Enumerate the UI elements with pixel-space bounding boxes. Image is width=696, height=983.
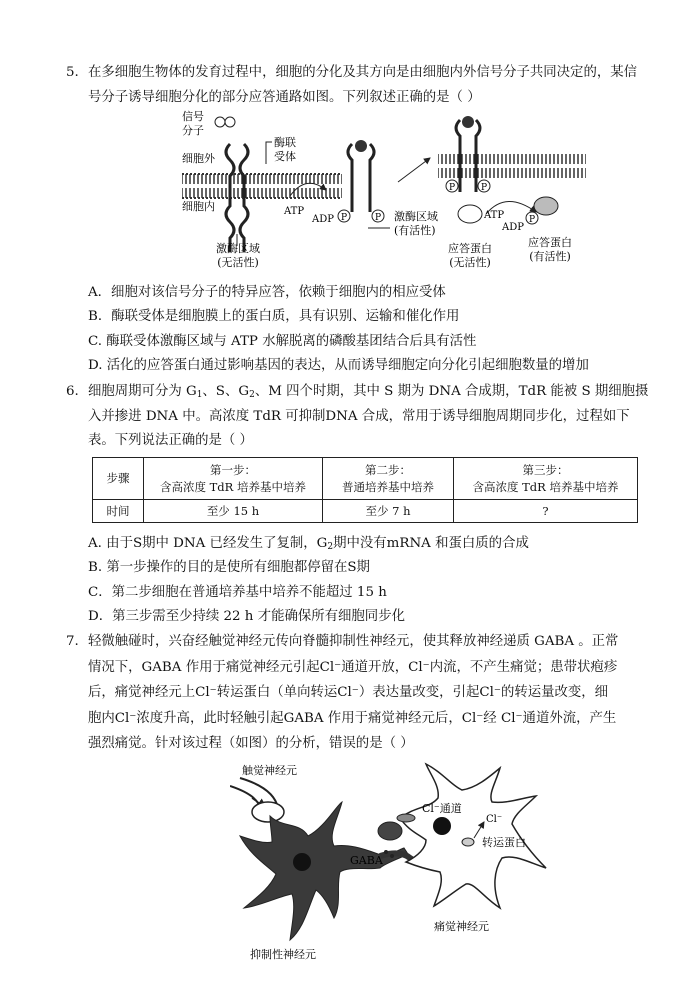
q7-stem-line-2: 情况下，GABA 作用于痛觉神经元引起Cl⁻通道开放，Cl⁻内流，不产生痛觉；患带状疱疹 xyxy=(88,660,618,675)
fig5-label-atp-1: ATP xyxy=(284,206,305,217)
fig5-label-kinase-inactive-1: 激酶区域 xyxy=(216,242,260,255)
table-row xyxy=(93,500,638,523)
fig7-label-cl-channel: Cl⁻通道 xyxy=(422,802,462,815)
q6-stem-line-1: 6. 细胞周期可分为 $G_1$、S、$G_2$、M 四个时期，其中 S 期为 DNA 合成期，TdR 能被 S 期细胞摄 xyxy=(66,384,649,400)
phosphate-label: P xyxy=(480,183,488,193)
q7-figure-neurons xyxy=(230,758,560,980)
fig5-label-receptor-2: 受体 xyxy=(274,150,296,163)
signal-molecule xyxy=(215,117,225,127)
q5-option-b[interactable]: B．酶联受体是细胞膜上的蛋白质，具有识别、运输和催化作用 xyxy=(88,309,460,324)
phosphate-label: P xyxy=(528,215,536,225)
q5-option-a[interactable]: A．细胞对该信号分子的特异应答，依赖于细胞内的相应受体 xyxy=(88,285,446,300)
table-header-step3: 第三步： 含高浓度 TdR 培养基中培养 xyxy=(454,458,638,500)
signal-molecule xyxy=(225,117,235,127)
fig7-label-touch-neuron: 触觉神经元 xyxy=(242,764,297,777)
q6-stem-line-3: 表。下列说法正确的是（ ） xyxy=(88,433,253,448)
q7-stem-line-5: 强烈痛觉。针对该过程（如图）的分析，错误的是（ ） xyxy=(88,736,414,751)
fig5-label-kinase-inactive-2: (无活性) xyxy=(217,256,259,269)
fig5-label-response-active-1: 应答蛋白 xyxy=(528,236,572,249)
q7-stem-line-4: 胞内Cl⁻浓度升高，此时轻触引起GABA 作用于痛觉神经元后，Cl⁻经 Cl⁻通道外流，产生 xyxy=(88,711,617,726)
membrane-left xyxy=(182,174,342,198)
fig7-label-gaba: GABA xyxy=(350,854,383,867)
q6-number: 6. xyxy=(66,384,79,399)
q7-number: 7. xyxy=(66,634,79,649)
fig5-label-response-active-2: (有活性) xyxy=(529,250,571,263)
fig7-label-cl-ion: Cl⁻ xyxy=(486,814,503,825)
q5-stem-line-2: 号分子诱导细胞分化的部分应答通路如图。下列叙述正确的是（ ） xyxy=(88,90,481,105)
phosphate-label: P xyxy=(448,183,456,193)
fig7-label-transporter: 转运蛋白 xyxy=(482,836,526,849)
table-header-step: 步骤 xyxy=(93,458,144,500)
fig5-label-adp-1: ADP xyxy=(312,214,334,225)
response-protein-inactive xyxy=(458,205,482,223)
cl-channel xyxy=(397,814,415,822)
table-row-label: 时间 xyxy=(93,500,144,523)
q5-option-c[interactable]: C. 酶联受体激酶区域与 ATP 水解脱离的磷酸基团结合后具有活性 xyxy=(88,334,477,349)
q5-number: 5. xyxy=(66,65,79,80)
q6-stem-line-2: 入并掺进 DNA 中。高浓度 TdR 可抑制DNA 合成，常用于诱导细胞周期同步化，过程如下 xyxy=(88,409,630,424)
q5-option-d[interactable]: D. 活化的应答蛋白通过影响基因的表达，从而诱导细胞定向分化引起细胞数量的增加 xyxy=(88,358,589,373)
table-cell: ? xyxy=(454,500,638,523)
q6-option-c[interactable]: C．第二步细胞在普通培养基中培养不能超过 15 h xyxy=(88,585,387,600)
table-cell: 至少 7 h xyxy=(323,500,454,523)
table-header-step1: 第一步： 含高浓度 TdR 培养基中培养 xyxy=(144,458,323,500)
response-protein-active xyxy=(534,197,558,215)
table-row xyxy=(93,458,638,500)
q5-figure-signal-pathway xyxy=(180,110,590,278)
transporter-protein xyxy=(462,838,474,846)
receptor-dimer xyxy=(348,144,374,212)
q6-option-d[interactable]: D．第三步需至少持续 22 h 才能确保所有细胞同步化 xyxy=(88,609,405,624)
fig5-label-signal-1: 信号 xyxy=(182,110,204,123)
fig5-label-adp-2: ADP xyxy=(502,222,524,233)
fig5-label-kinase-active-1: 激酶区域 xyxy=(394,210,438,223)
table-cell: 至少 15 h xyxy=(144,500,323,523)
fig7-label-inhibitory-neuron: 抑制性神经元 xyxy=(250,948,316,961)
fig5-label-outside: 细胞外 xyxy=(182,152,215,165)
fig7-label-pain-neuron: 痛觉神经元 xyxy=(434,920,489,933)
fig5-label-signal-2: 分子 xyxy=(182,124,204,137)
q5-stem-line-1: 5. 在多细胞生物体的发育过程中，细胞的分化及其方向是由细胞内外信号分子共同决定的，某信 xyxy=(66,65,638,80)
fig5-label-inside: 细胞内 xyxy=(182,200,215,213)
q7-stem-line-3: 后，痛觉神经元上Cl⁻转运蛋白（单向转运Cl⁻）表达量改变，引起Cl⁻的转运量改变，细 xyxy=(88,685,609,700)
table-header-step2: 第二步： 普通培养基中培养 xyxy=(323,458,454,500)
phosphate-label: P xyxy=(340,213,348,223)
fig5-label-response-inactive-1: 应答蛋白 xyxy=(448,242,492,255)
q7-stem-line-1: 7. 轻微触碰时，兴奋经触觉神经元传向脊髓抑制性神经元，使其释放神经递质 GABA 。正常 xyxy=(66,634,619,649)
fig5-label-kinase-active-2: (有活性) xyxy=(394,224,436,237)
q6-option-b[interactable]: B. 第一步操作的目的是使所有细胞都停留在S期 xyxy=(88,560,370,575)
fig5-label-response-inactive-2: (无活性) xyxy=(449,256,491,269)
inhibitory-neuron-body xyxy=(240,802,408,940)
fig5-label-atp-2: ATP xyxy=(484,210,505,221)
fig5-label-receptor-1: 酶联 xyxy=(274,136,296,149)
phosphate-label: P xyxy=(374,213,382,223)
q6-option-a[interactable]: A. 由于S期中 DNA 已经发生了复制，$G_2$期中没有mRNA 和蛋白质的合成 xyxy=(88,536,529,552)
q6-table xyxy=(92,457,638,523)
axon-terminal xyxy=(378,822,402,840)
